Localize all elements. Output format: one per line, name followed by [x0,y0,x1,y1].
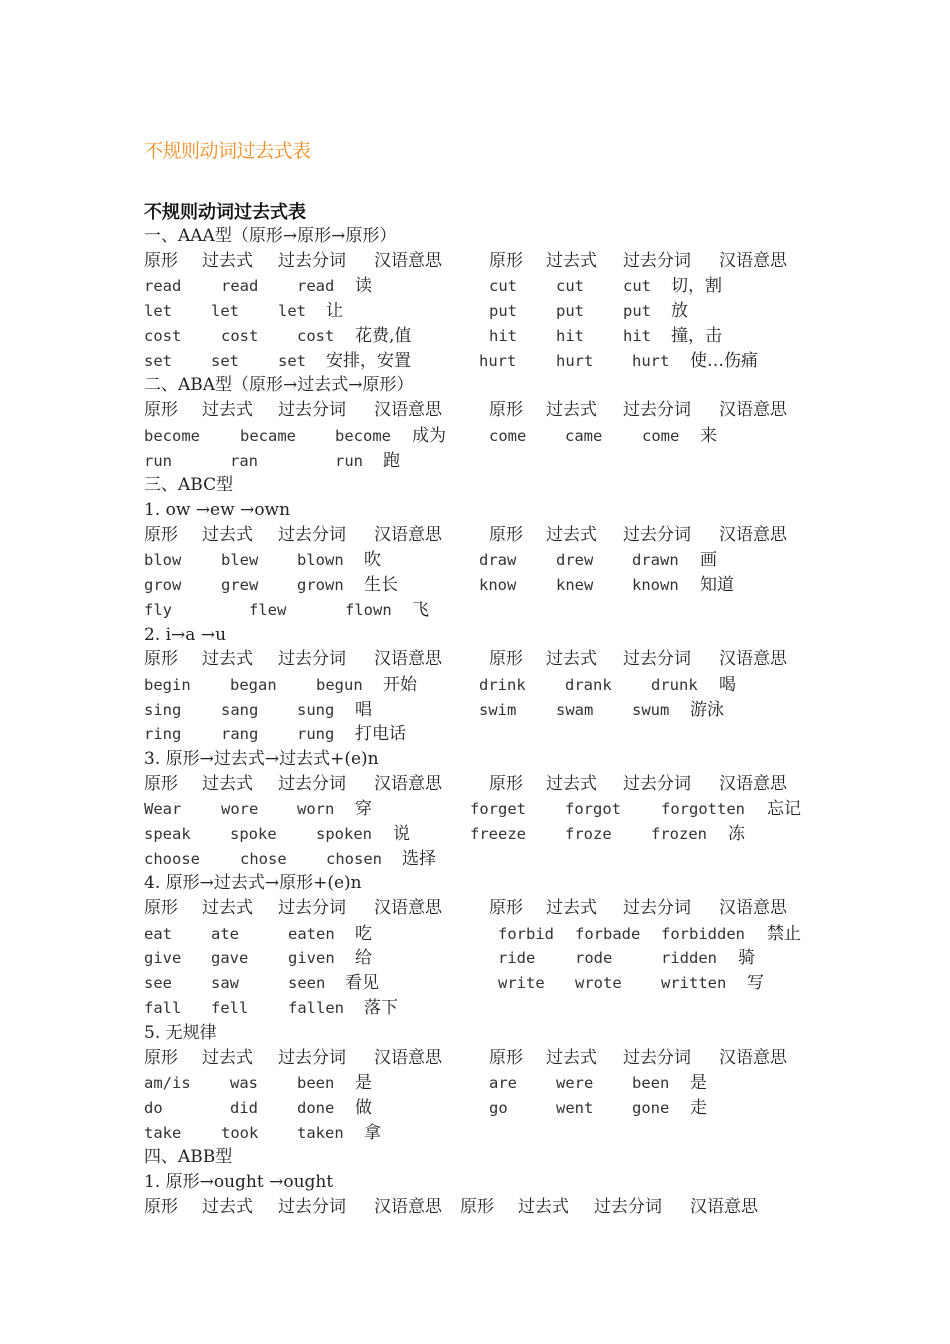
header-meaning: 汉语意思 [374,649,442,669]
verb-meaning: 落下 [364,998,398,1018]
verb-past: were [556,1074,594,1092]
verb-participle: set [278,352,306,370]
verb-base: freeze [470,825,526,843]
header-participle: 过去分词 [623,251,691,271]
verb-participle: read [297,277,335,295]
header-base: 原形 [144,774,178,794]
verb-base: go [489,1099,508,1117]
verb-past: saw [211,974,239,992]
header-meaning: 汉语意思 [374,400,442,420]
verb-past: grew [221,576,259,594]
subsection-iau-heading: 2. i→a →u [144,625,227,645]
verb-base: am/is [144,1074,191,1092]
header-past: 过去式 [518,1197,569,1217]
document-title: 不规则动词过去式表 [144,202,306,223]
verb-meaning: 生长 [364,575,398,595]
verb-participle: begun [316,676,363,694]
verb-past: was [230,1074,258,1092]
verb-row [0,797,950,821]
verb-participle: known [632,576,679,594]
verb-meaning: 穿 [355,799,372,819]
verb-past: put [556,302,584,320]
verb-base: sing [144,701,182,719]
verb-base: hit [489,327,517,345]
verb-participle: run [335,452,363,470]
header-meaning: 汉语意思 [690,1197,758,1217]
header-participle: 过去分词 [278,1197,346,1217]
verb-participle: blown [297,551,344,569]
verb-past: knew [556,576,594,594]
subsection-ought-heading: 1. 原形→ought →ought [144,1172,334,1192]
verb-meaning: 游泳 [690,700,724,720]
header-base: 原形 [489,525,523,545]
verb-meaning: 冻 [728,824,745,844]
subsection-irregular-heading: 5. 无规律 [144,1023,217,1043]
verb-past: drew [556,551,594,569]
header-meaning: 汉语意思 [719,649,787,669]
verb-participle: hit [623,327,651,345]
verb-meaning: 是 [355,1073,372,1093]
verb-meaning: 撞，击 [671,326,722,346]
verb-past: ran [230,452,258,470]
subsection-heading [0,1170,950,1194]
verb-participle: drunk [651,676,698,694]
verb-past: froze [565,825,612,843]
column-header-row [0,1195,950,1219]
subsection-heading [0,498,950,522]
verb-base: begin [144,676,191,694]
verb-meaning: 吃 [355,924,372,944]
header-meaning: 汉语意思 [719,525,787,545]
header-base: 原形 [460,1197,494,1217]
verb-participle: given [288,949,335,967]
verb-row [0,673,950,697]
header-past: 过去式 [546,400,597,420]
subsection-heading [0,747,950,771]
header-base: 原形 [489,251,523,271]
header-participle: 过去分词 [278,898,346,918]
verb-base: forget [470,800,526,818]
section-heading [0,1145,950,1169]
verb-meaning: 让 [326,301,343,321]
header-past: 过去式 [546,1048,597,1068]
verb-meaning: 给 [355,948,372,968]
header-participle: 过去分词 [278,649,346,669]
verb-participle: been [632,1074,670,1092]
header-meaning: 汉语意思 [719,251,787,271]
verb-meaning: 花费,值 [355,326,412,346]
verb-participle: ridden [661,949,717,967]
verb-base: ring [144,725,182,743]
verb-row [0,822,950,846]
header-base: 原形 [489,898,523,918]
verb-participle: sung [297,701,335,719]
verb-participle: drawn [632,551,679,569]
verb-past: began [230,676,277,694]
verb-participle: grown [297,576,344,594]
verb-row [0,971,950,995]
header-past: 过去式 [202,1197,253,1217]
verb-meaning: 禁止 [767,924,801,944]
verb-row [0,274,950,298]
page-title-link[interactable]: 不规则动词过去式表 [144,140,311,162]
verb-participle: spoken [316,825,372,843]
header-base: 原形 [489,1048,523,1068]
verb-base: do [144,1099,163,1117]
header-participle: 过去分词 [623,400,691,420]
verb-row [0,847,950,871]
header-meaning: 汉语意思 [719,774,787,794]
verb-meaning: 飞 [412,600,429,620]
verb-past: sang [221,701,259,719]
verb-past: hit [556,327,584,345]
header-past: 过去式 [546,774,597,794]
verb-past: spoke [230,825,277,843]
header-participle: 过去分词 [594,1197,662,1217]
section-heading [0,224,950,248]
verb-base: blow [144,551,182,569]
verb-meaning: 做 [355,1098,372,1118]
verb-meaning: 跑 [383,451,400,471]
verb-past: hurt [556,352,594,370]
header-meaning: 汉语意思 [374,525,442,545]
verb-meaning: 选择 [402,849,436,869]
header-participle: 过去分词 [623,1048,691,1068]
verb-base: give [144,949,182,967]
verb-row [0,946,950,970]
header-base: 原形 [489,774,523,794]
verb-meaning: 骑 [738,948,755,968]
header-base: 原形 [144,525,178,545]
verb-past: forgot [565,800,621,818]
column-header-row [0,1046,950,1070]
header-past: 过去式 [202,898,253,918]
verb-row [0,922,950,946]
verb-row [0,1071,950,1095]
verb-base: become [144,427,200,445]
section-heading [0,373,950,397]
verb-participle: forgotten [661,800,745,818]
verb-meaning: 画 [700,550,717,570]
verb-meaning: 打电话 [355,724,406,744]
verb-row [0,349,950,373]
verb-meaning: 知道 [700,575,734,595]
verb-participle: forbidden [661,925,745,943]
header-meaning: 汉语意思 [374,1048,442,1068]
verb-participle: rung [297,725,335,743]
verb-participle: written [661,974,727,992]
header-base: 原形 [489,400,523,420]
verb-base: put [489,302,517,320]
subsection-pt-pn-heading: 4. 原形→过去式→原形+(e)n [144,873,362,893]
header-meaning: 汉语意思 [719,1048,787,1068]
verb-past: fell [211,999,249,1017]
section-aba-heading: 二、ABA型（原形→过去式→原形） [144,375,414,395]
verb-meaning: 放 [671,301,688,321]
column-header-row [0,523,950,547]
header-participle: 过去分词 [278,1048,346,1068]
subsection-ow-heading: 1. ow →ew →own [144,500,291,520]
verb-meaning: 唱 [355,700,372,720]
verb-base: are [489,1074,517,1092]
header-meaning: 汉语意思 [374,251,442,271]
subsection-heading [0,871,950,895]
verb-past: wore [221,800,259,818]
verb-participle: gone [632,1099,670,1117]
header-past: 过去式 [546,251,597,271]
verb-participle: let [278,302,306,320]
verb-past: chose [240,850,287,868]
verb-past: set [211,352,239,370]
section-abc-heading: 三、ABC型 [144,475,234,495]
verb-participle: cost [297,327,335,345]
verb-participle: hurt [632,352,670,370]
verb-meaning: 成为 [412,426,446,446]
verb-past: rang [221,725,259,743]
verb-participle: eaten [288,925,335,943]
verb-participle: put [623,302,651,320]
subsection-heading [0,623,950,647]
verb-participle: taken [297,1124,344,1142]
verb-base: cost [144,327,182,345]
verb-base: come [489,427,527,445]
column-header-row [0,772,950,796]
verb-row [0,449,950,473]
verb-meaning: 开始 [383,675,417,695]
header-base: 原形 [144,898,178,918]
verb-base: grow [144,576,182,594]
verb-meaning: 走 [690,1098,707,1118]
header-participle: 过去分词 [278,251,346,271]
verb-participle: seen [288,974,326,992]
verb-base: fall [144,999,182,1017]
header-participle: 过去分词 [623,649,691,669]
column-header-row [0,896,950,920]
verb-row [0,1121,950,1145]
verb-row [0,996,950,1020]
verb-base: choose [144,850,200,868]
verb-row [0,598,950,622]
verb-base: hurt [479,352,517,370]
verb-meaning: 拿 [364,1123,381,1143]
header-past: 过去式 [202,649,253,669]
header-base: 原形 [144,251,178,271]
verb-past: came [565,427,603,445]
header-past: 过去式 [546,649,597,669]
verb-meaning: 说 [393,824,410,844]
subsection-pt-ptn-heading: 3. 原形→过去式→过去式+(e)n [144,749,379,769]
verb-base: run [144,452,172,470]
verb-base: read [144,277,182,295]
header-meaning: 汉语意思 [719,898,787,918]
verb-meaning: 看见 [345,973,379,993]
verb-past: let [211,302,239,320]
verb-participle: flown [345,601,392,619]
verb-past: drank [565,676,612,694]
header-participle: 过去分词 [278,400,346,420]
subsection-heading [0,1021,950,1045]
verb-past: did [230,1099,258,1117]
verb-past: cost [221,327,259,345]
header-participle: 过去分词 [623,525,691,545]
verb-past: forbade [575,925,641,943]
verb-base: write [498,974,545,992]
header-base: 原形 [489,649,523,669]
verb-row [0,722,950,746]
header-past: 过去式 [202,400,253,420]
verb-base: swim [479,701,517,719]
verb-participle: cut [623,277,651,295]
verb-meaning: 写 [747,973,764,993]
verb-past: cut [556,277,584,295]
verb-base: forbid [498,925,554,943]
verb-base: take [144,1124,182,1142]
verb-base: drink [479,676,526,694]
verb-row [0,1096,950,1120]
header-meaning: 汉语意思 [374,774,442,794]
column-header-row [0,647,950,671]
verb-row [0,698,950,722]
verb-participle: worn [297,800,335,818]
verb-base: set [144,352,172,370]
header-meaning: 汉语意思 [719,400,787,420]
verb-past: blew [221,551,259,569]
header-meaning: 汉语意思 [374,1197,442,1217]
section-heading [0,473,950,497]
header-past: 过去式 [202,251,253,271]
verb-base: eat [144,925,172,943]
header-participle: 过去分词 [278,774,346,794]
header-past: 过去式 [202,774,253,794]
verb-meaning: 是 [690,1073,707,1093]
verb-meaning: 来 [700,426,717,446]
header-past: 过去式 [546,898,597,918]
verb-past: flew [249,601,287,619]
verb-base: draw [479,551,517,569]
verb-row [0,324,950,348]
verb-row [0,573,950,597]
verb-base: ride [498,949,536,967]
verb-past: wrote [575,974,622,992]
header-base: 原形 [144,1197,178,1217]
verb-row [0,548,950,572]
verb-meaning: 安排，安置 [326,351,411,371]
header-participle: 过去分词 [623,898,691,918]
verb-meaning: 切，割 [671,276,722,296]
verb-row [0,424,950,448]
verb-participle: become [335,427,391,445]
verb-base: fly [144,601,172,619]
column-header-row [0,249,950,273]
header-base: 原形 [144,1048,178,1068]
section-abb-heading: 四、ABB型 [144,1147,233,1167]
column-header-row [0,398,950,422]
header-past: 过去式 [202,525,253,545]
verb-past: became [240,427,296,445]
verb-meaning: 忘记 [767,799,801,819]
verb-base: see [144,974,172,992]
verb-meaning: 吹 [364,550,381,570]
header-past: 过去式 [202,1048,253,1068]
verb-past: ate [211,925,239,943]
header-participle: 过去分词 [278,525,346,545]
verb-participle: been [297,1074,335,1092]
verb-past: took [221,1124,259,1142]
header-base: 原形 [144,649,178,669]
verb-base: cut [489,277,517,295]
header-participle: 过去分词 [623,774,691,794]
header-meaning: 汉语意思 [374,898,442,918]
verb-meaning: 读 [355,276,372,296]
header-past: 过去式 [546,525,597,545]
verb-past: went [556,1099,594,1117]
verb-participle: swum [632,701,670,719]
verb-row [0,299,950,323]
verb-base: know [479,576,517,594]
verb-base: let [144,302,172,320]
verb-participle: chosen [326,850,382,868]
header-base: 原形 [144,400,178,420]
verb-past: gave [211,949,249,967]
verb-past: rode [575,949,613,967]
verb-base: Wear [144,800,182,818]
verb-meaning: 使…伤痛 [690,351,758,371]
verb-participle: come [642,427,680,445]
verb-past: read [221,277,259,295]
section-aaa-heading: 一、AAA型（原形→原形→原形） [144,226,397,246]
verb-participle: frozen [651,825,707,843]
verb-participle: fallen [288,999,344,1017]
verb-past: swam [556,701,594,719]
verb-base: speak [144,825,191,843]
verb-meaning: 喝 [719,675,736,695]
verb-participle: done [297,1099,335,1117]
